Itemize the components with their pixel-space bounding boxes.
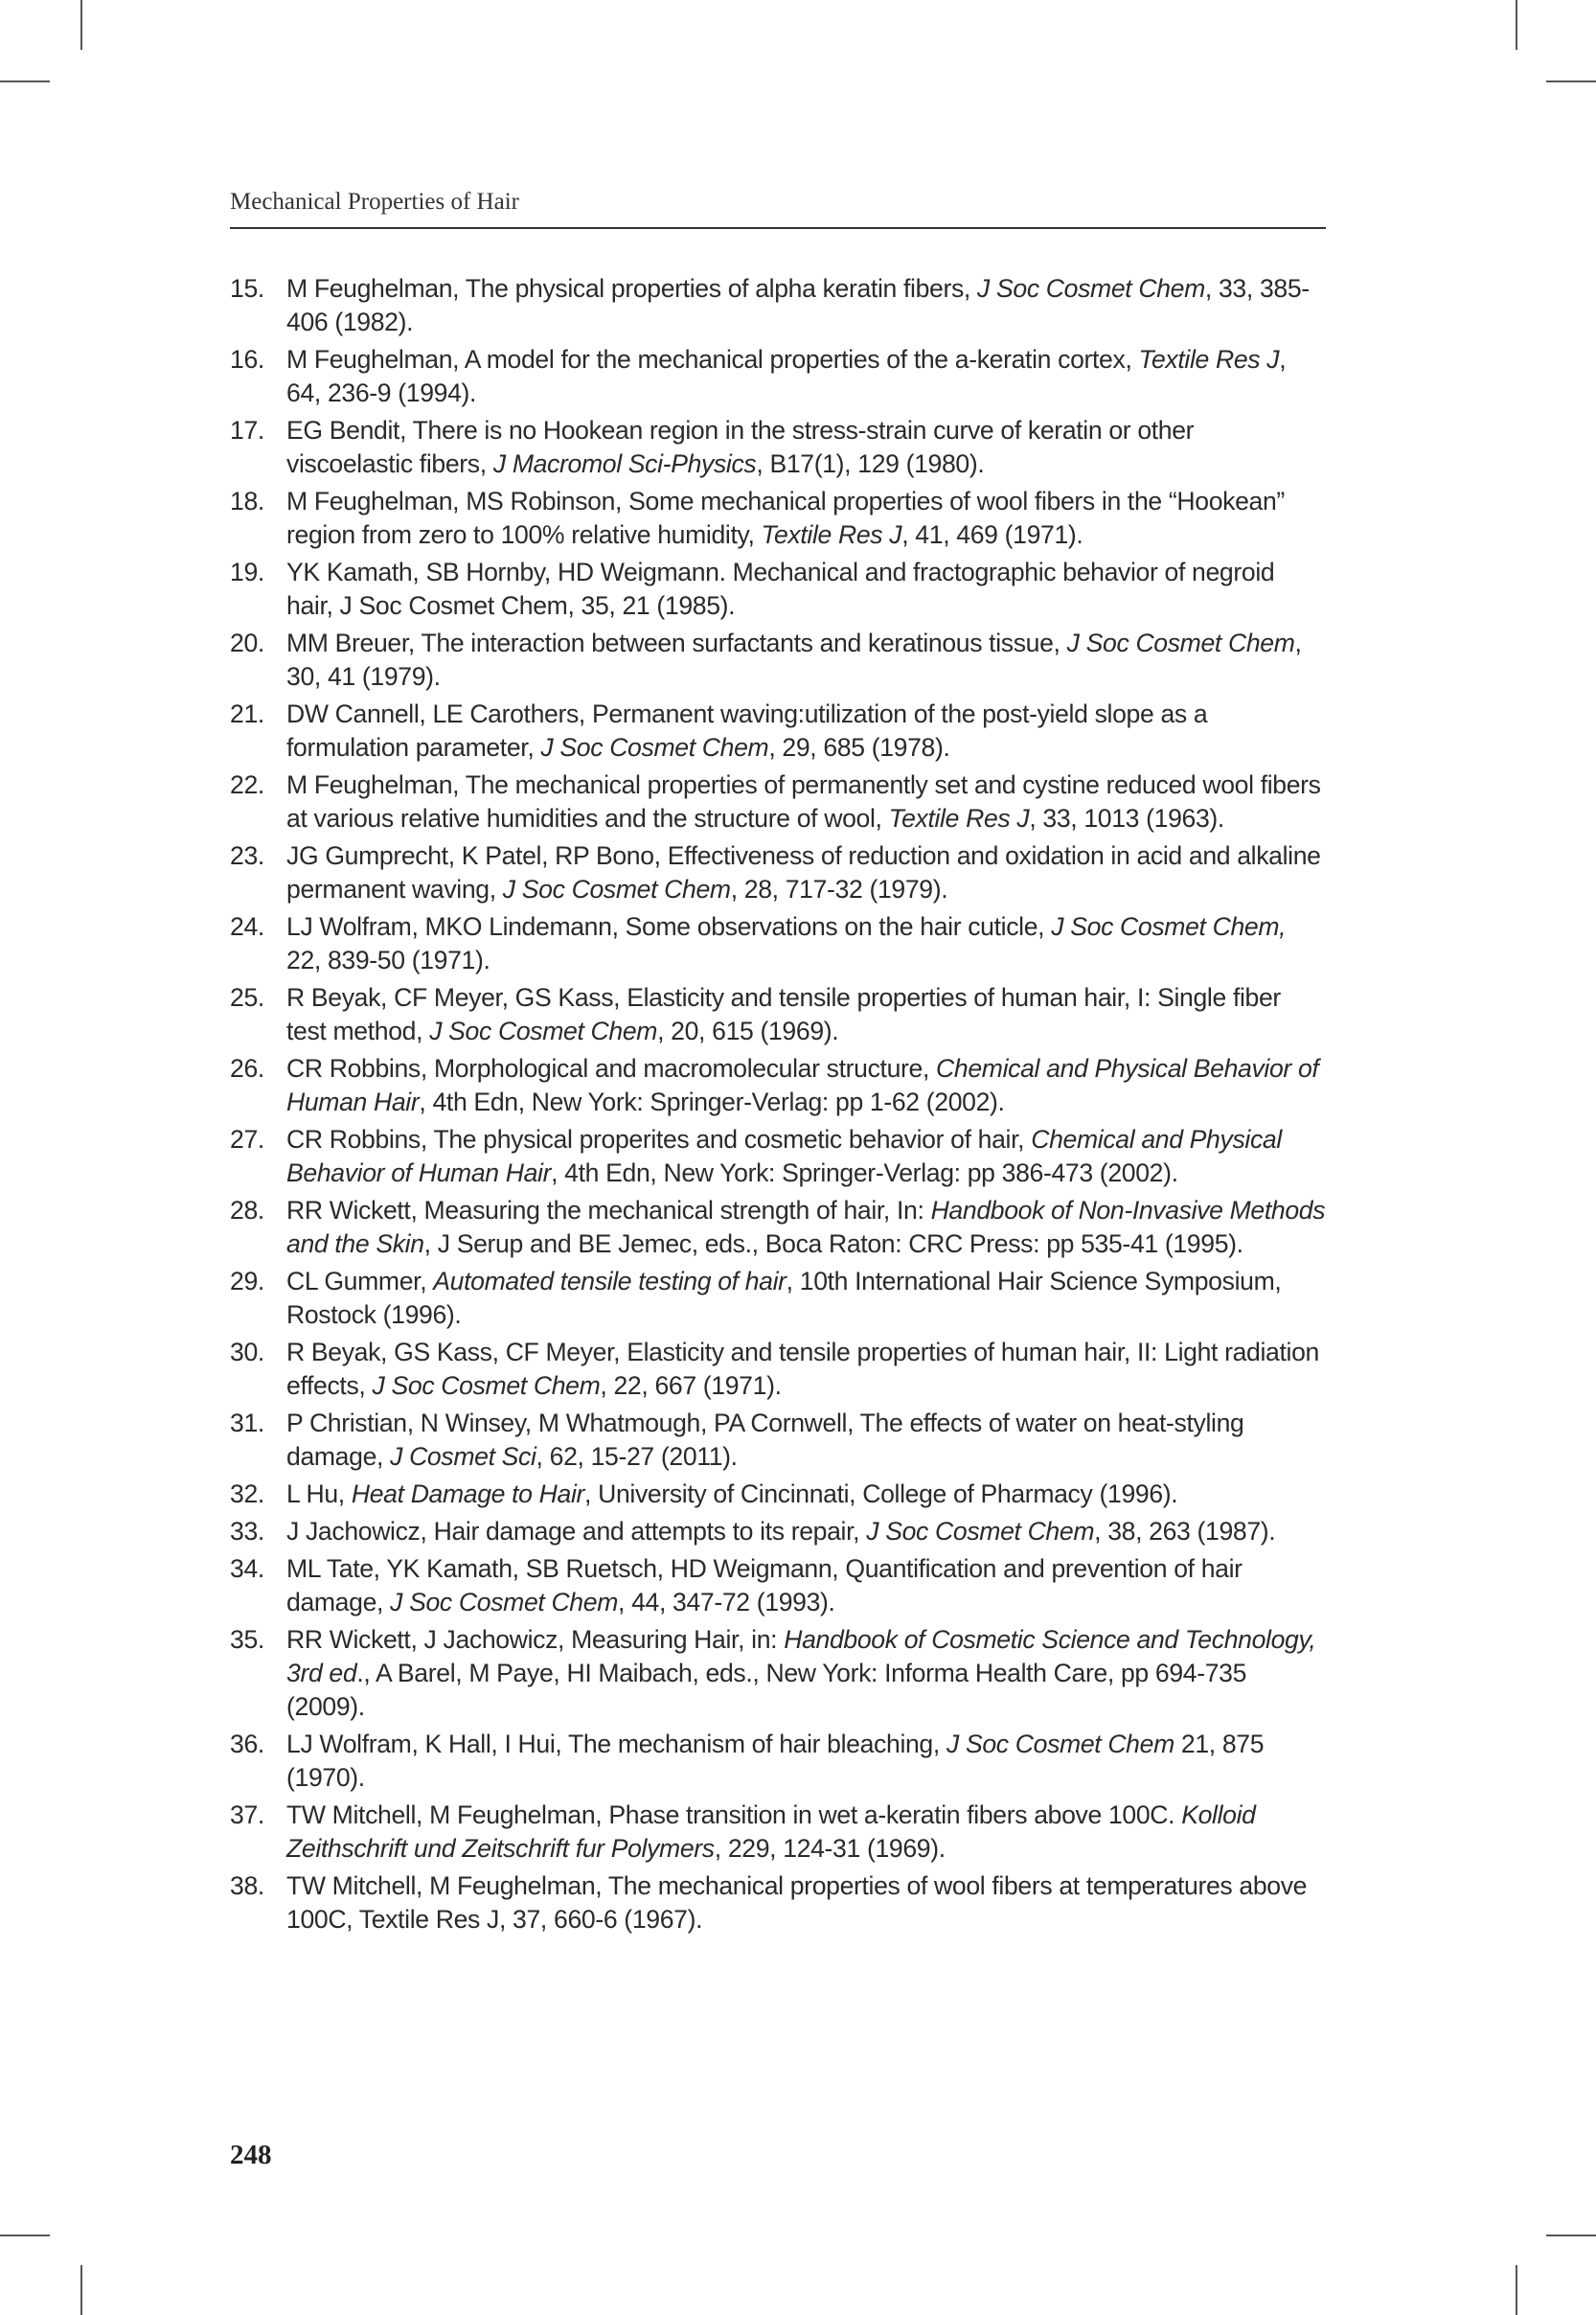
crop-mark (80, 0, 82, 50)
reference-segment: RR Wickett, J Jachowicz, Measuring Hair, in: (286, 1625, 785, 1654)
reference-segment: TW Mitchell, M Feughelman, Phase transition in wet a-keratin fibers above 100C. (286, 1800, 1182, 1829)
reference-italic-segment: J Soc Cosmet Chem, (1051, 912, 1287, 941)
reference-segment: , University of Cincinnati, College of Pharmacy (1996). (584, 1479, 1178, 1508)
reference-number: 21. (230, 699, 264, 728)
reference-number: 34. (230, 1554, 264, 1583)
reference-segment: MM Breuer, The interaction between surfactants and keratinous tissue, (286, 629, 1067, 657)
reference-segment: TW Mitchell, M Feughelman, The mechanical properties of wool fibers at temperatures above 100C, Textile Res J, 37, 660-6 (1967). (286, 1871, 1308, 1934)
reference-item (230, 556, 1326, 623)
reference-text (286, 1869, 1326, 1937)
reference-segment: CL Gummer, (286, 1267, 434, 1295)
reference-number: 24. (230, 912, 264, 941)
reference-italic-segment: Automated tensile testing of hair (433, 1267, 787, 1295)
reference-italic-segment: J Soc Cosmet Chem (1066, 629, 1295, 657)
reference-item (230, 272, 1326, 339)
reference-segment: , 64, 236-9 (1994). (286, 345, 1287, 407)
crop-mark (1516, 2265, 1517, 2315)
reference-number: 23. (230, 841, 264, 870)
reference-number: 22. (230, 770, 264, 799)
reference-text (286, 698, 1326, 765)
reference-number: 20. (230, 629, 264, 657)
reference-segment: , 10th International Hair Science Symposium, Rostock (1996). (286, 1267, 1282, 1329)
reference-text (286, 1728, 1326, 1795)
reference-text (286, 839, 1326, 906)
reference-italic-segment: Kolloid Zeithschrift und Zeitschrift fur Polymers (286, 1800, 1256, 1863)
reference-number: 35. (230, 1625, 264, 1654)
reference-text (286, 1799, 1326, 1866)
reference-item (230, 981, 1326, 1048)
reference-segment: , 33, 385-406 (1982). (286, 274, 1310, 336)
reference-segment: LJ Wolfram, K Hall, I Hui, The mechanism of hair bleaching, (286, 1730, 946, 1758)
reference-item (230, 1052, 1326, 1119)
reference-italic-segment: J Soc Cosmet Chem (946, 1730, 1174, 1758)
reference-text (286, 1194, 1326, 1261)
reference-item (230, 1407, 1326, 1474)
reference-number: 17. (230, 416, 264, 445)
reference-item (230, 1265, 1326, 1332)
reference-italic-segment: J Soc Cosmet Chem (372, 1371, 601, 1400)
reference-text (286, 1407, 1326, 1474)
reference-item (230, 485, 1326, 552)
reference-item (230, 414, 1326, 481)
reference-segment: CR Robbins, Morphological and macromolecular structure, (286, 1054, 937, 1083)
reference-segment: ML Tate, YK Kamath, SB Ruetsch, HD Weigmann, Quantification and prevention of hair damage, (286, 1554, 1243, 1616)
crop-mark (1546, 80, 1596, 82)
reference-text (286, 1515, 1326, 1548)
reference-text (286, 556, 1326, 623)
reference-number: 31. (230, 1409, 264, 1437)
reference-text (286, 1478, 1326, 1511)
reference-segment: 21, 875 (1970). (286, 1730, 1265, 1792)
reference-list (230, 272, 1326, 1940)
reference-segment: R Beyak, CF Meyer, GS Kass, Elasticity and tensile properties of human hair, I: Single fiber test method, (286, 983, 1281, 1045)
reference-number: 19. (230, 558, 264, 586)
running-title: Mechanical Properties of Hair (230, 189, 519, 215)
reference-italic-segment: Chemical and Physical Behavior of Human Hair (286, 1054, 1319, 1116)
reference-segment: , 4th Edn, New York: Springer-Verlag: pp 386-473 (2002). (551, 1158, 1178, 1187)
reference-number: 27. (230, 1125, 264, 1154)
crop-mark (1516, 0, 1517, 50)
running-header (230, 187, 1326, 229)
reference-segment: L Hu, (286, 1479, 352, 1508)
reference-italic-segment: J Macromol Sci-Physics (492, 449, 757, 478)
reference-number: 25. (230, 983, 264, 1012)
reference-italic-segment: Textile Res J (761, 520, 902, 549)
reference-number: 36. (230, 1730, 264, 1758)
reference-segment: R Beyak, GS Kass, CF Meyer, Elasticity and tensile properties of human hair, II: Light radiation effects, (286, 1338, 1319, 1400)
reference-italic-segment: J Soc Cosmet Chem (866, 1517, 1095, 1546)
reference-text (286, 343, 1326, 410)
reference-text (286, 1623, 1326, 1724)
reference-item (230, 768, 1326, 836)
reference-item (230, 839, 1326, 906)
reference-number: 38. (230, 1871, 264, 1900)
reference-segment: , 41, 469 (1971). (901, 520, 1083, 549)
reference-item (230, 343, 1326, 410)
crop-mark (80, 2265, 82, 2315)
reference-item (230, 627, 1326, 694)
reference-text (286, 272, 1326, 339)
reference-segment: J Jachowicz, Hair damage and attempts to its repair, (286, 1517, 867, 1546)
reference-text (286, 1552, 1326, 1619)
reference-number: 18. (230, 487, 264, 516)
reference-item (230, 1552, 1326, 1619)
reference-segment: EG Bendit, There is no Hookean region in the stress-strain curve of keratin or other viscoelastic fibers, (286, 416, 1195, 478)
reference-italic-segment: Chemical and Physical Behavior of Human Hair (286, 1125, 1282, 1187)
reference-italic-segment: Heat Damage to Hair (351, 1479, 585, 1508)
reference-segment: JG Gumprecht, K Patel, RP Bono, Effectiveness of reduction and oxidation in acid and alkaline permanent waving, (286, 841, 1321, 904)
reference-item (230, 1623, 1326, 1724)
reference-segment: , 30, 41 (1979). (286, 629, 1302, 691)
reference-segment: DW Cannell, LE Carothers, Permanent waving:utilization of the post-yield slope as a formulation parameter, (286, 699, 1208, 762)
reference-segment: , 44, 347-72 (1993). (618, 1588, 835, 1616)
reference-italic-segment: Textile Res J (1138, 345, 1280, 374)
reference-number: 16. (230, 345, 264, 374)
reference-italic-segment: Textile Res J (888, 804, 1030, 833)
reference-segment: , 229, 124-31 (1969). (714, 1834, 946, 1863)
reference-segment: M Feughelman, MS Robinson, Some mechanical properties of wool fibers in the “Hookean” region from zero to 100% relative humidity, (286, 487, 1285, 549)
reference-italic-segment: Handbook of Cosmetic Science and Technology, 3rd ed (286, 1625, 1316, 1687)
reference-text (286, 1336, 1326, 1403)
reference-italic-segment: Handbook of Non-Invasive Methods and the Skin (286, 1196, 1326, 1258)
reference-segment: LJ Wolfram, MKO Lindemann, Some observations on the hair cuticle, (286, 912, 1052, 941)
crop-mark (1546, 2235, 1596, 2236)
reference-segment: RR Wickett, Measuring the mechanical strength of hair, In: (286, 1196, 931, 1225)
reference-text (286, 981, 1326, 1048)
reference-segment: , 28, 717-32 (1979). (730, 875, 948, 904)
reference-text (286, 414, 1326, 481)
reference-item (230, 1728, 1326, 1795)
reference-text (286, 627, 1326, 694)
reference-segment: YK Kamath, SB Hornby, HD Weigmann. Mechanical and fractographic behavior of negroid hair, J Soc Cosmet Chem, 35, 21 (1985). (286, 558, 1275, 620)
reference-segment: M Feughelman, A model for the mechanical properties of the a-keratin cortex, (286, 345, 1139, 374)
reference-italic-segment: J Soc Cosmet Chem (390, 1588, 618, 1616)
reference-italic-segment: J Soc Cosmet Chem (977, 274, 1205, 303)
reference-segment: ., A Barel, M Paye, HI Maibach, eds., New York: Informa Health Care, pp 694-735 (2009). (286, 1659, 1247, 1721)
reference-number: 33. (230, 1517, 264, 1546)
reference-segment: M Feughelman, The physical properties of alpha keratin fibers, (286, 274, 977, 303)
reference-segment: , 20, 615 (1969). (657, 1017, 839, 1045)
reference-segment: 22, 839-50 (1971). (286, 946, 490, 974)
reference-number: 32. (230, 1479, 264, 1508)
reference-segment: P Christian, N Winsey, M Whatmough, PA Cornwell, The effects of water on heat-styling damage, (286, 1409, 1244, 1471)
reference-item (230, 1123, 1326, 1190)
reference-segment: , B17(1), 129 (1980). (756, 449, 985, 478)
reference-italic-segment: J Soc Cosmet Chem (429, 1017, 658, 1045)
reference-number: 30. (230, 1338, 264, 1366)
reference-item (230, 910, 1326, 977)
reference-segment: , 4th Edn, New York: Springer-Verlag: pp 1-62 (2002). (419, 1088, 1005, 1116)
reference-number: 29. (230, 1267, 264, 1295)
reference-italic-segment: J Soc Cosmet Chem (502, 875, 731, 904)
reference-italic-segment: J Cosmet Sci (390, 1442, 536, 1471)
reference-text (286, 768, 1326, 836)
reference-segment: , 33, 1013 (1963). (1029, 804, 1224, 833)
reference-italic-segment: J Soc Cosmet Chem (540, 733, 769, 762)
reference-number: 15. (230, 274, 264, 303)
reference-text (286, 910, 1326, 977)
reference-item (230, 1799, 1326, 1866)
crop-mark (0, 2235, 50, 2236)
reference-segment: M Feughelman, The mechanical properties of permanently set and cystine reduced wool fibers at various relative humidities and the structure of wool, (286, 770, 1321, 833)
crop-mark (0, 80, 50, 82)
reference-text (286, 485, 1326, 552)
reference-number: 28. (230, 1196, 264, 1225)
reference-segment: , 62, 15-27 (2011). (536, 1442, 738, 1471)
reference-item (230, 1194, 1326, 1261)
reference-item (230, 1336, 1326, 1403)
reference-item (230, 1478, 1326, 1511)
reference-text (286, 1123, 1326, 1190)
reference-segment: , 29, 685 (1978). (768, 733, 950, 762)
reference-number: 37. (230, 1800, 264, 1829)
reference-segment: , 38, 263 (1987). (1094, 1517, 1276, 1546)
page-number: 248 (230, 2140, 272, 2170)
reference-segment: , J Serup and BE Jemec, eds., Boca Raton: CRC Press: pp 535-41 (1995). (423, 1229, 1243, 1258)
reference-segment: , 22, 667 (1971). (600, 1371, 782, 1400)
reference-segment: CR Robbins, The physical properites and cosmetic behavior of hair, (286, 1125, 1032, 1154)
reference-item (230, 1869, 1326, 1937)
reference-text (286, 1265, 1326, 1332)
reference-number: 26. (230, 1054, 264, 1083)
reference-item (230, 698, 1326, 765)
reference-text (286, 1052, 1326, 1119)
reference-item (230, 1515, 1326, 1548)
